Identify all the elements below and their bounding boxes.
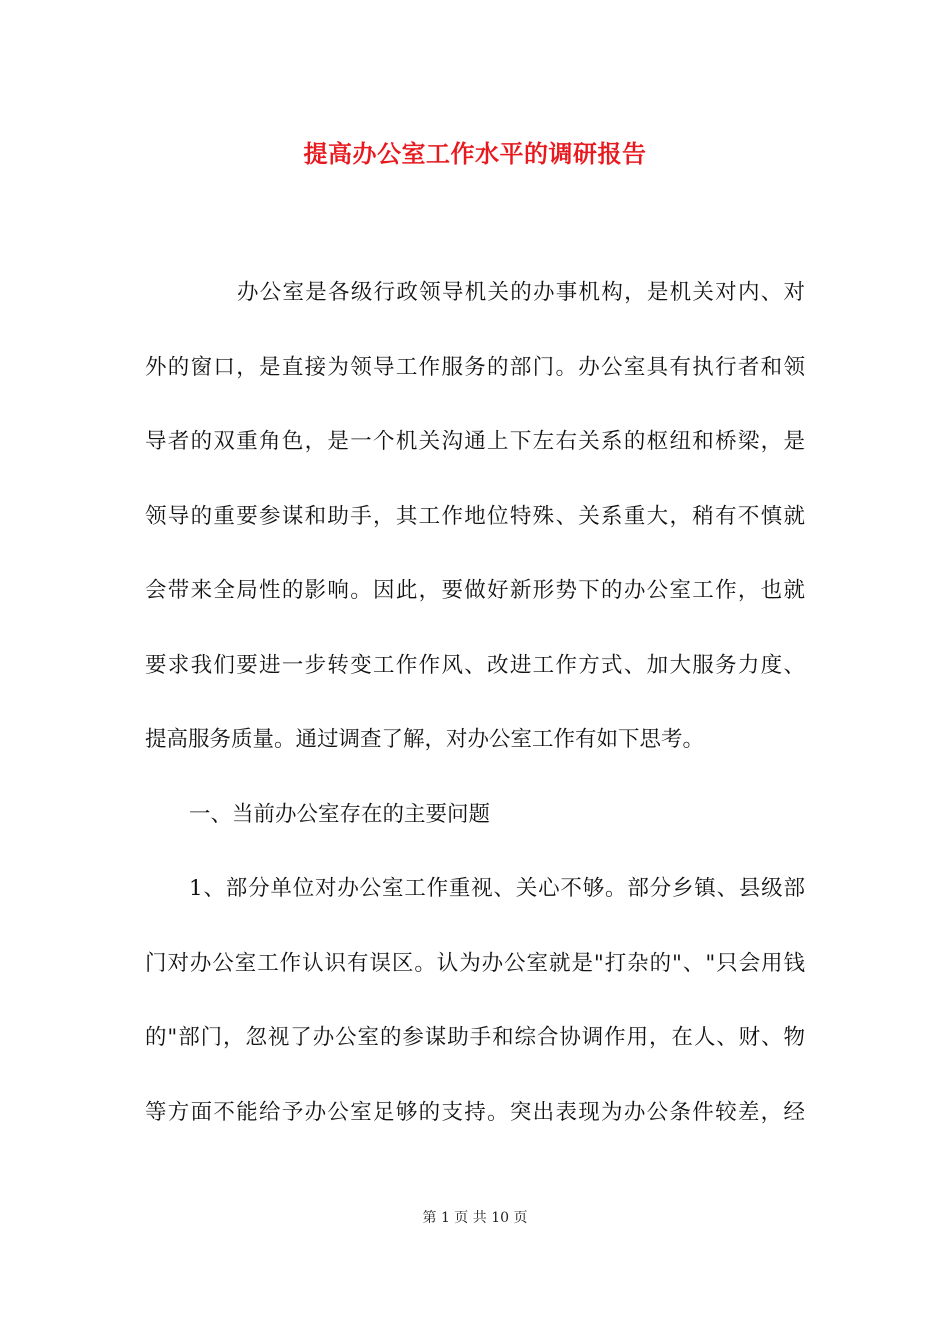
page-number-footer: 第 1 页 共 10 页 xyxy=(422,1210,528,1226)
paragraph-line: 等方面不能给予办公室足够的支持。突出表现为办公条件较差，经 xyxy=(145,1099,805,1125)
paragraph-intro xyxy=(145,256,805,778)
paragraph-line: 提高服务质量。通过调查了解，对办公室工作有如下思考。 xyxy=(145,727,705,752)
paragraph-problem-1 xyxy=(145,852,805,1150)
paragraph-line: 会带来全局性的影响。因此，要做好新形势下的办公室工作，也就 xyxy=(145,578,805,603)
paragraph-line: 1、部分单位对办公室工作重视、关心不够。部分乡镇、县级部 xyxy=(189,876,805,901)
paragraph-line: 外的窗口，是直接为领导工作服务的部门。办公室具有执行者和领 xyxy=(145,354,805,380)
section-heading-block xyxy=(145,778,805,853)
paragraph-line: 办公室是各级行政领导机关的办事机构，是机关对内、对 xyxy=(237,280,805,305)
paragraph-line: 的"部门，忽视了办公室的参谋助手和综合协调作用，在人、财、物 xyxy=(145,1025,805,1050)
paragraph-line: 要求我们要进一步转变工作作风、改进工作方式、加大服务力度、 xyxy=(145,652,805,678)
paragraph-line: 领导的重要参谋和助手，其工作地位特殊、关系重大，稍有不慎就 xyxy=(145,503,805,529)
document-title: 提高办公室工作水平的调研报告 xyxy=(303,139,647,168)
paragraph-line: 导者的双重角色，是一个机关沟通上下左右关系的枢纽和桥梁，是 xyxy=(145,429,805,454)
paragraph-line: 门对办公室工作认识有误区。认为办公室就是"打杂的"、"只会用钱 xyxy=(145,950,805,976)
section-heading: 一、当前办公室存在的主要问题 xyxy=(189,802,491,827)
